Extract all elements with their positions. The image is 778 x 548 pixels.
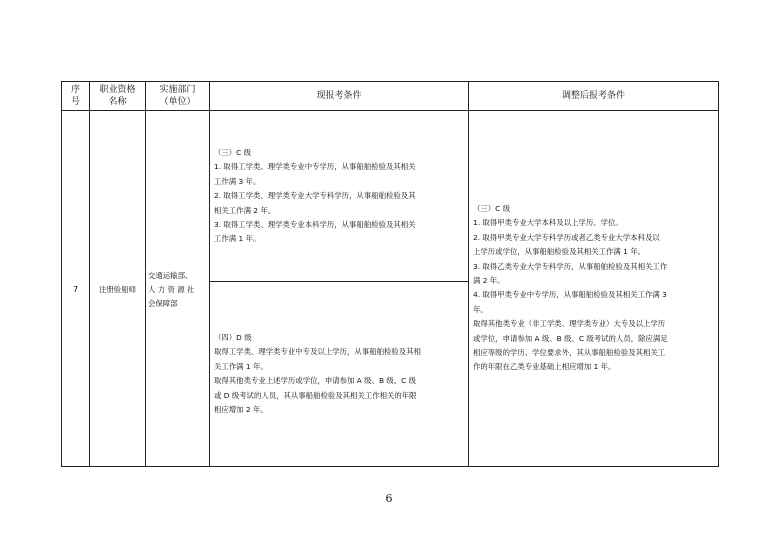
table-border-right	[718, 81, 719, 467]
row-qualification: 注册验船师	[99, 285, 136, 294]
col-divider-3	[209, 81, 210, 467]
col-divider-2	[145, 81, 146, 467]
header-adjusted-conditions: 调整后报考条件	[561, 91, 625, 101]
current-grade-d: （四）D 级 取得工学类、理学类专业中专及以上学历，从事船舶检验及其相 关工作满 1 年。 取得其他类专业上述学历或学位，申请参加 A 级、B 级、C 级 或 D 级考试的人员，其从事船舶检验及其相关工作相关的年限 相应增加 2 年。	[214, 333, 421, 415]
col-divider-1	[89, 81, 90, 467]
row-seq: 7	[72, 285, 79, 294]
table-border-left	[61, 81, 62, 467]
cd-divider	[209, 281, 468, 282]
header-divider	[61, 110, 719, 111]
row-department: 交通运输部、 人 力 资 源 社 会保障部	[148, 271, 195, 308]
col-divider-4	[468, 81, 469, 467]
table-border-bottom	[61, 466, 719, 467]
current-grade-c: （三）C 级 1. 取得工学类、理学类专业中专学历，从事船舶检验及其相关 工作满 3 年。 2. 取得工学类、理学类专业大学专科学历，从事船舶检验及其 相关工作满 2 年。 3. 取得工学类、理学类专业本科学历，从事船舶检验及其相关 工作满 1 年。	[214, 148, 416, 244]
header-seq: 序 号	[70, 85, 80, 107]
table-border-top	[61, 81, 719, 82]
header-qualification: 职业资格 名称	[99, 85, 136, 107]
conditions-table	[61, 81, 719, 467]
header-current-conditions: 现报考条件	[316, 91, 362, 101]
header-department: 实施部门 （单位）	[159, 85, 196, 107]
adjusted-grade-c: （三）C 级 1. 取得甲类专业大学本科及以上学历、学位。 2. 取得甲类专业大学专科学历或者乙类专业大学本科及以 上学历或学位，从事船舶检验及其相关工作满 1 年。 3. 取得乙类专业大学专科学历，从事船舶检验及其相关工作 满 2 年。 4. 取得甲类专业中专学历，从事船舶检验及其相关工作满 3 年。 取得其他类专业（非工学类、理学类专业）大专及以上学历 或学位，申请参加 A 级、B 级、C 级考试的人员，除应满足 相应等级的学历、学位要求外，其从事船舶检验及其相关工 作的年限在乙类专业基础上相应增加 1 年。	[473, 204, 668, 372]
page-number: 6	[385, 492, 393, 505]
